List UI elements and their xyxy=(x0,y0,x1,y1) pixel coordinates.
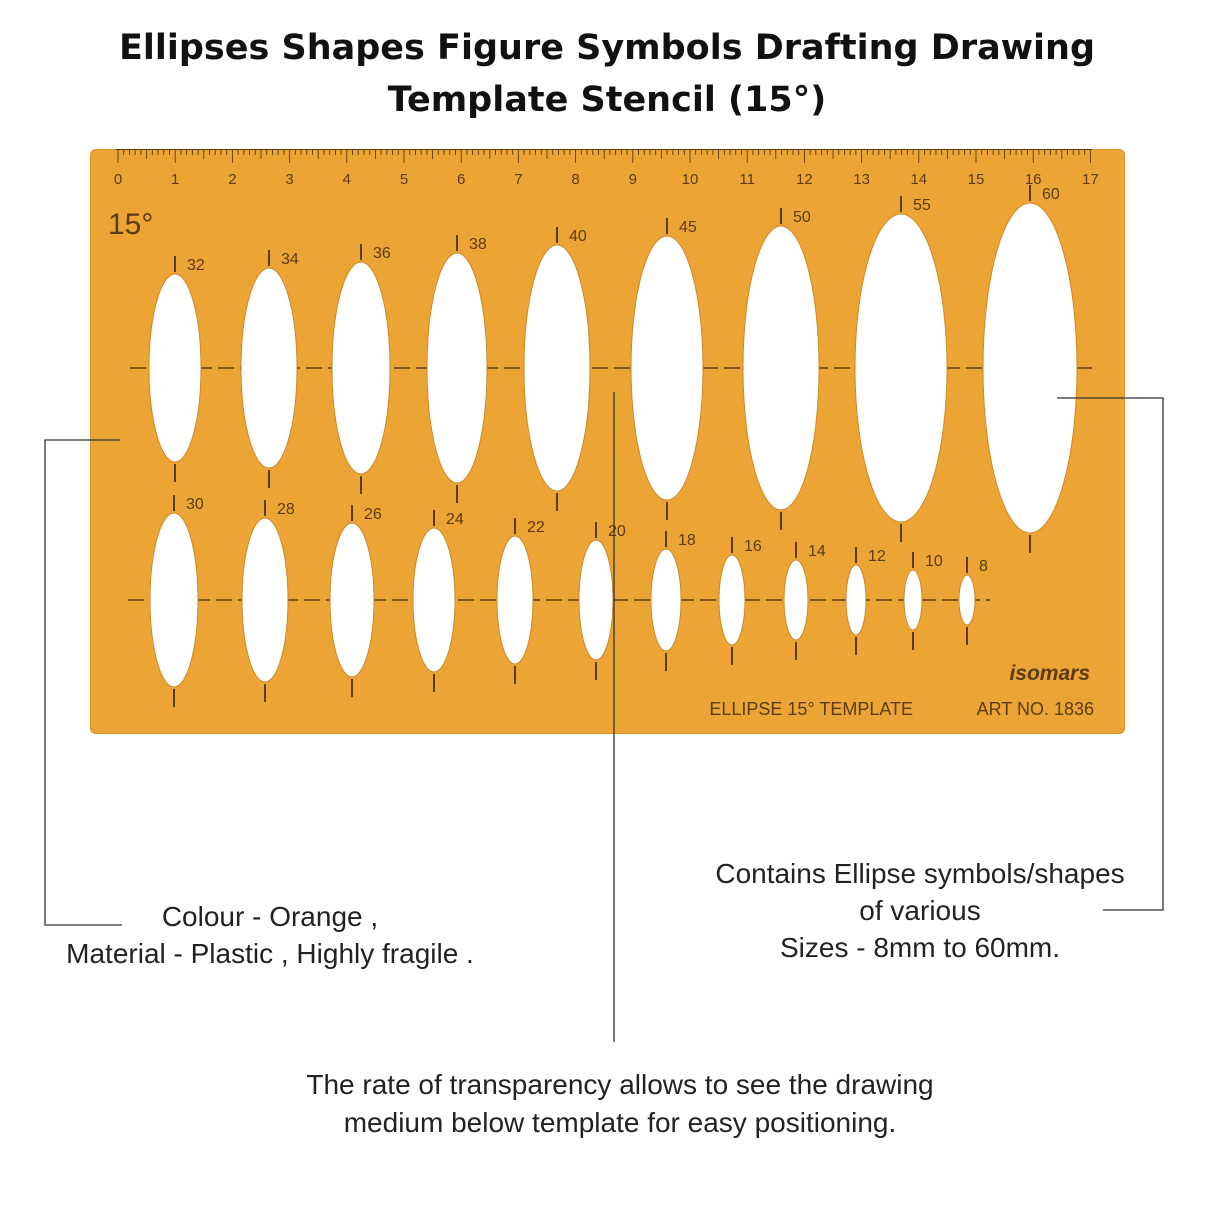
ellipse-size-label: 34 xyxy=(281,251,299,268)
ruler-number: 12 xyxy=(796,171,813,188)
ellipse-cutout-8 xyxy=(959,575,975,625)
ruler-number: 11 xyxy=(739,171,755,188)
ellipse-cutout-55 xyxy=(855,214,947,522)
ellipse-cutout-50 xyxy=(743,226,819,510)
ruler xyxy=(114,149,1099,188)
ellipse-size-label: 26 xyxy=(364,506,382,523)
ellipse-size-label: 32 xyxy=(187,257,205,274)
ellipse-size-label: 14 xyxy=(808,543,826,560)
ellipse-cutout-12 xyxy=(846,565,866,635)
ruler-number: 10 xyxy=(681,171,699,188)
ellipse-cutout-26 xyxy=(330,523,374,677)
ruler-number: 4 xyxy=(342,171,351,188)
ellipse-cutout-45 xyxy=(631,236,703,500)
ellipse-size-label: 10 xyxy=(925,553,943,570)
ellipse-cutout-28 xyxy=(242,518,288,682)
ellipse-cutout-34 xyxy=(241,268,297,468)
bottom-callout-line-1: The rate of transparency allows to see the drawing xyxy=(306,1069,934,1100)
ellipse-size-label: 50 xyxy=(793,209,811,226)
ellipse-cutouts xyxy=(149,185,1077,707)
title-line-1: Ellipses Shapes Figure Symbols Drafting Drawing xyxy=(118,28,1096,68)
ellipse-cutout-36 xyxy=(332,262,390,474)
ellipse-size-label: 38 xyxy=(469,236,487,253)
ellipse-size-label: 20 xyxy=(608,523,626,540)
ellipse-cutout-38 xyxy=(427,253,487,483)
ellipse-cutout-22 xyxy=(497,536,533,664)
ruler-number: 0 xyxy=(113,171,123,188)
title-line-2: Template Stencil (15°) xyxy=(387,80,827,120)
ruler-number: 8 xyxy=(571,171,580,188)
ruler-number: 1 xyxy=(171,171,180,188)
ruler-number: 5 xyxy=(399,171,409,188)
right-callout-line-3: Sizes - 8mm to 60mm. xyxy=(779,932,1061,963)
ellipse-cutout-20 xyxy=(579,540,613,660)
ruler-number: 13 xyxy=(853,171,870,188)
ruler-number: 9 xyxy=(628,171,637,188)
bottom-callout xyxy=(240,1066,1000,1142)
ruler-number: 15 xyxy=(967,171,985,188)
stencil-drawing xyxy=(90,149,1125,734)
bottom-callout-line-2: medium below template for easy positioning. xyxy=(343,1107,897,1138)
ellipse-cutout-32 xyxy=(149,274,201,462)
ellipse-size-label: 40 xyxy=(569,228,587,245)
ruler-number: 3 xyxy=(285,171,294,188)
ellipse-size-label: 36 xyxy=(373,245,391,262)
ellipse-size-label: 18 xyxy=(678,532,696,549)
ellipse-size-label: 12 xyxy=(868,548,886,565)
ellipse-size-label: 60 xyxy=(1042,186,1060,203)
template-name: ELLIPSE 15° TEMPLATE xyxy=(709,699,913,719)
right-callout xyxy=(680,855,1160,966)
left-callout-line-1: Colour - Orange , xyxy=(161,901,379,932)
ruler-number: 17 xyxy=(1082,171,1099,188)
ellipse-cutout-30 xyxy=(150,513,198,687)
ruler-number: 7 xyxy=(514,171,523,188)
ruler-number: 14 xyxy=(910,171,928,188)
angle-label: 15° xyxy=(108,208,154,241)
ruler-number: 2 xyxy=(228,171,237,188)
ellipse-size-label: 30 xyxy=(186,496,204,513)
ellipse-size-label: 22 xyxy=(527,519,545,536)
page-title xyxy=(0,22,1214,126)
ellipse-size-label: 55 xyxy=(913,197,931,214)
right-callout-line-1: Contains Ellipse symbols/shapes xyxy=(715,858,1125,889)
left-callout xyxy=(40,898,500,972)
ellipse-cutout-16 xyxy=(719,555,745,645)
right-callout-line-2: of various xyxy=(859,895,981,926)
ruler-number: 6 xyxy=(457,171,466,188)
ellipse-cutout-24 xyxy=(413,528,455,672)
ellipse-size-label: 16 xyxy=(744,538,762,555)
left-callout-line-2: Material - Plastic , Highly fragile . xyxy=(66,938,474,969)
ellipse-size-label: 8 xyxy=(979,558,988,575)
ellipse-size-label: 24 xyxy=(446,511,464,528)
ellipse-cutout-10 xyxy=(904,570,922,630)
art-number: ART NO. 1836 xyxy=(976,699,1094,719)
ellipse-cutout-60 xyxy=(983,203,1077,533)
ellipse-size-label: 45 xyxy=(679,219,697,236)
ellipse-cutout-18 xyxy=(651,549,681,651)
brand-logo: isomars xyxy=(1009,662,1090,685)
ellipse-template-stencil xyxy=(90,149,1125,734)
ellipse-cutout-14 xyxy=(784,560,808,640)
ellipse-cutout-40 xyxy=(524,245,590,491)
ellipse-size-label: 28 xyxy=(277,501,295,518)
ruler-number: 16 xyxy=(1024,171,1042,188)
